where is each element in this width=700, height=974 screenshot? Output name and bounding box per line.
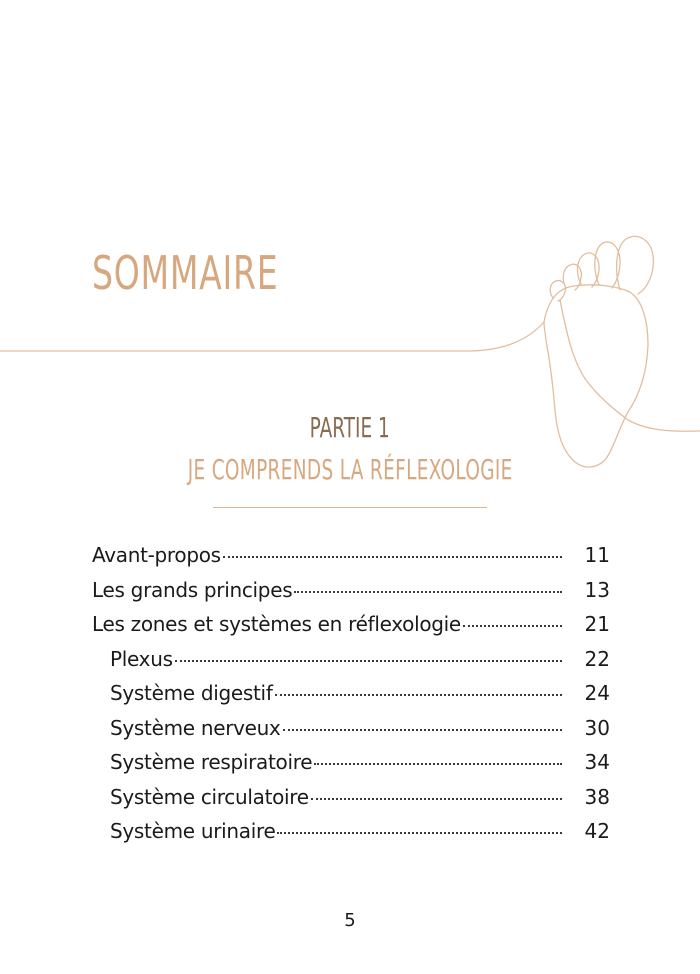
toc-entry-page: 21 — [584, 612, 610, 636]
toc-entry-page: 24 — [584, 681, 610, 705]
horizontal-line — [0, 322, 544, 351]
toc-entry-page: 13 — [584, 577, 610, 602]
toc-entry-label: Système respiratoire — [110, 750, 313, 774]
toc-entry-label: Système circulatoire — [110, 784, 309, 809]
dot-leader — [223, 556, 562, 558]
toe-5 — [550, 281, 565, 301]
toc-entry-page: 38 — [584, 784, 610, 809]
divider — [213, 507, 487, 508]
toc-entry-page: 42 — [584, 819, 610, 843]
dot-leader — [311, 798, 562, 800]
dot-leader — [275, 694, 562, 696]
dot-leader — [283, 729, 562, 731]
dot-leader — [175, 660, 562, 662]
toc-entry-systeme-digestif[interactable] — [92, 681, 610, 716]
toc-entry-systeme-urinaire[interactable] — [92, 819, 610, 854]
toc-entry-label: Système nerveux — [110, 715, 281, 740]
toc-entry-label: Système digestif — [110, 681, 273, 705]
toc-entry-label: Les zones et systèmes en réflexologie — [92, 612, 461, 636]
toc-entry-page: 11 — [584, 543, 610, 567]
toc-entry-label: Système urinaire — [110, 819, 276, 843]
toc-entry-plexus[interactable] — [92, 647, 610, 682]
toc-entry-grands-principes[interactable] — [92, 578, 610, 613]
toc-entry-avant-propos[interactable] — [92, 543, 610, 578]
toc-entry-label: Plexus — [110, 646, 173, 671]
dot-leader — [277, 832, 562, 834]
page-number: 5 — [344, 910, 356, 931]
dot-leader — [314, 763, 562, 765]
table-of-contents — [92, 543, 610, 854]
part-label: PARTIE 1 — [309, 411, 391, 444]
toc-entry-label: Avant-propos — [92, 543, 221, 567]
arch-line — [560, 300, 700, 431]
toc-entry-zones-systemes[interactable] — [92, 612, 610, 647]
toc-entry-page: 34 — [584, 750, 610, 774]
dot-leader — [294, 591, 562, 593]
page-title: SOMMAIRE — [92, 246, 279, 300]
dot-leader — [463, 625, 562, 627]
toc-entry-systeme-respiratoire[interactable] — [92, 750, 610, 785]
toc-entry-systeme-circulatoire[interactable] — [92, 785, 610, 820]
part-title: JE COMPRENDS LA RÉFLEXOLOGIE — [187, 453, 513, 486]
toc-entry-systeme-nerveux[interactable] — [92, 716, 610, 751]
toc-entry-page: 22 — [584, 646, 610, 671]
toc-entry-label: Les grands principes — [92, 577, 293, 602]
big-toe — [617, 236, 654, 294]
toc-entry-page: 30 — [584, 715, 610, 740]
